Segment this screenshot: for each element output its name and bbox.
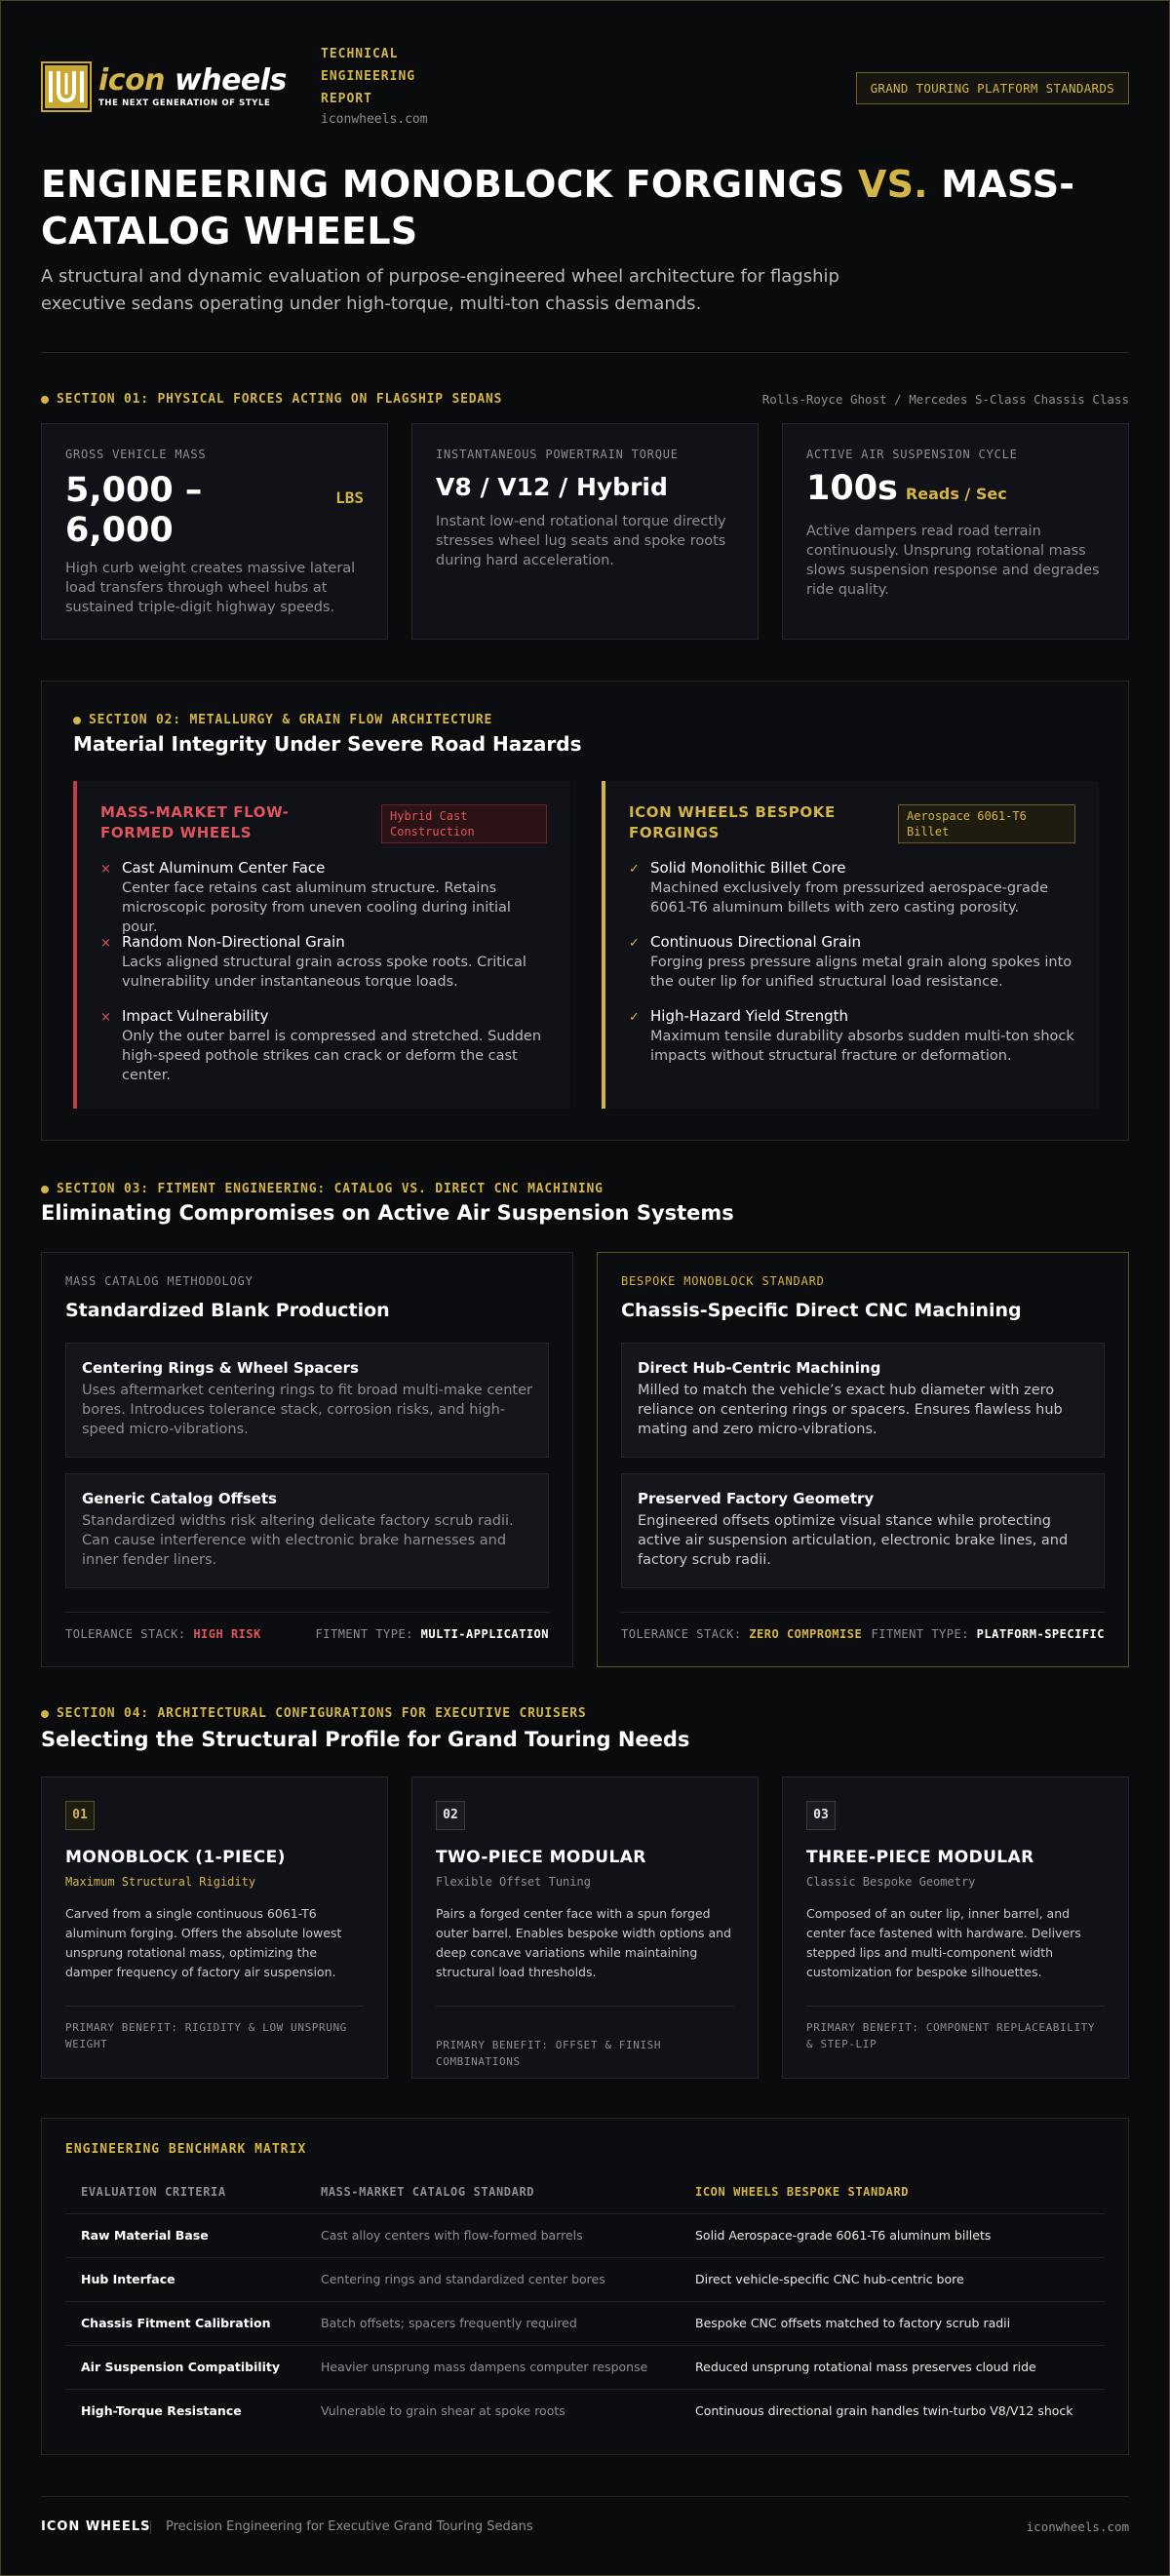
stat-card-torque — [411, 423, 759, 640]
catalog-cell: Centering rings and standardized center bores — [321, 2272, 605, 2286]
catalog-cell: Batch offsets; spacers frequently required — [321, 2316, 577, 2330]
config-number: 02 — [436, 1801, 465, 1830]
title-vs: VS. — [858, 163, 928, 206]
config-title: THREE-PIECE MODULAR — [806, 1848, 1034, 1867]
fitment-title: Standardized Blank Production — [65, 1300, 390, 1321]
item-desc: Center face retains cast aluminum structure. Retains microscopic porosity from uneven cooling during initial pour. — [122, 880, 511, 935]
config-desc: Carved from a single continuous 6061-T6 aluminum forging. Offers the absolute lowest unsprung rotational mass, optimizing the damper frequency of factory air suspension. — [65, 1906, 342, 1979]
detail-desc: Uses aftermarket centering rings to fit broad multi-make center bores. Introduces tolerance stack, corrosion risks, and high-speed micro-vibrations. — [82, 1383, 532, 1437]
divider — [65, 2006, 364, 2007]
construction-tag: Aerospace 6061-T6 Billet — [898, 804, 1075, 843]
item-desc: Lacks aligned structural grain across spoke roots. Critical vulnerability under instantaneous torque loads. — [122, 955, 526, 990]
title-part-1: ENGINEERING MONOBLOCK FORGINGS — [41, 163, 858, 206]
section-3-label: SECTION 03: FITMENT ENGINEERING: CATALOG VS. DIRECT CNC MACHINING — [41, 1182, 604, 1196]
bespoke-cell: Direct vehicle-specific CNC hub-centric bore — [695, 2272, 964, 2286]
stat-desc: Instant low-end rotational torque directly stresses wheel lug seats and spoke roots during hard acceleration. — [436, 514, 726, 568]
matrix-header: EVALUATION CRITERIA — [81, 2185, 226, 2199]
fitment-label: BESPOKE MONOBLOCK STANDARD — [621, 1274, 825, 1288]
stat-label: ACTIVE AIR SUSPENSION CYCLE — [806, 448, 1018, 461]
config-number: 03 — [806, 1801, 836, 1830]
logo-tagline: THE NEXT GENERATION OF STYLE — [98, 98, 271, 108]
section-2-label: SECTION 02: METALLURGY & GRAIN FLOW ARCHITECTURE — [73, 713, 492, 727]
column-title: ICON WHEELS BESPOKE FORGINGS — [629, 803, 836, 841]
detail-desc: Standardized widths risk altering delicate factory scrub radii. Can cause interference with electronic brake harnesses and inner fender liners. — [82, 1513, 514, 1568]
config-desc: Composed of an outer lip, inner barrel, and center face fastened with hardware. Delivers stepped lips and multi-component width customization for bespoke silhouettes. — [806, 1906, 1081, 1979]
wheel-logo-icon — [41, 61, 92, 112]
table-row — [65, 2213, 1105, 2257]
config-number: 01 — [65, 1801, 95, 1830]
config-card-two-piece[interactable] — [411, 1776, 759, 2079]
tolerance-stack: TOLERANCE STACK: ZERO COMPROMISE — [621, 1627, 863, 1641]
item-title: Continuous Directional Grain — [650, 933, 862, 951]
logo-word-wheels: wheels — [175, 62, 287, 98]
fitment-value: PLATFORM-SPECIFIC — [976, 1627, 1105, 1641]
criteria-cell: Air Suspension Compatibility — [81, 2360, 281, 2374]
section-1-label: SECTION 01: PHYSICAL FORCES ACTING ON FLAGSHIP SEDANS — [41, 392, 502, 407]
bespoke-column — [602, 781, 1099, 1109]
divider — [806, 2006, 1105, 2007]
criteria-cell: High-Torque Resistance — [81, 2403, 242, 2418]
list-item — [629, 859, 1075, 917]
matrix-header: ICON WHEELS BESPOKE STANDARD — [695, 2185, 910, 2199]
footer-brand[interactable]: ICON WHEELS — [41, 2519, 151, 2534]
report-heading — [321, 43, 438, 130]
stat-desc: Active dampers read road terrain continuously. Unsprung rotational mass slows suspension response and degrades ride quality. — [806, 524, 1100, 598]
detail-title: Preserved Factory Geometry — [638, 1490, 875, 1507]
criteria-cell: Hub Interface — [81, 2272, 176, 2286]
catalog-cell: Vulnerable to grain shear at spoke roots — [321, 2403, 566, 2418]
stat-label: GROSS VEHICLE MASS — [65, 448, 207, 461]
check-mark-icon: ✓ — [629, 1010, 640, 1025]
matrix-header: MASS-MARKET CATALOG STANDARD — [321, 2185, 535, 2199]
fitment-detail-box — [65, 1343, 549, 1458]
brand-wordmark — [98, 62, 287, 108]
fitment-type: FITMENT TYPE: PLATFORM-SPECIFIC — [871, 1627, 1105, 1641]
footer-tagline: Precision Engineering for Executive Grand Touring Sedans — [166, 2519, 533, 2534]
item-title: High-Hazard Yield Strength — [650, 1007, 848, 1025]
bullet-dot-icon — [73, 717, 81, 724]
stat-value: V8 / V12 / Hybrid — [436, 473, 668, 501]
stat-unit: Reads / Sec — [905, 485, 1007, 503]
catalog-fitment-card — [41, 1252, 573, 1667]
title-part-2: MASS-CATALOG WHEELS — [41, 163, 1075, 253]
bespoke-cell: Reduced unsprung rotational mass preserves cloud ride — [695, 2360, 1036, 2374]
config-subtitle: Maximum Structural Rigidity — [65, 1875, 256, 1889]
config-subtitle: Classic Bespoke Geometry — [806, 1875, 976, 1889]
list-item — [100, 1007, 547, 1085]
check-mark-icon: ✓ — [629, 936, 640, 951]
divider — [65, 1612, 549, 1613]
divider — [436, 2006, 734, 2007]
section-4-heading: Selecting the Structural Profile for Grand Touring Needs — [41, 1728, 690, 1751]
list-item — [629, 1007, 1075, 1066]
matrix-title: ENGINEERING BENCHMARK MATRIX — [65, 2142, 307, 2157]
config-card-monoblock[interactable] — [41, 1776, 388, 2079]
config-title: MONOBLOCK (1-PIECE) — [65, 1848, 286, 1867]
config-benefit: PRIMARY BENEFIT: RIGIDITY & LOW UNSPRUNG WEIGHT — [65, 2021, 347, 2050]
list-item — [100, 859, 547, 935]
criteria-cell: Raw Material Base — [81, 2228, 209, 2243]
catalog-cell: Heavier unsprung mass dampens computer response — [321, 2360, 648, 2374]
brand-logo[interactable] — [41, 61, 287, 112]
header — [41, 47, 1129, 135]
item-title: Cast Aluminum Center Face — [122, 859, 326, 877]
list-item — [100, 933, 547, 992]
metallurgy-panel — [41, 681, 1129, 1141]
item-title: Random Non-Directional Grain — [122, 933, 345, 951]
logo-word-icon: icon — [98, 62, 166, 98]
divider — [41, 352, 1129, 353]
fitment-type: FITMENT TYPE: MULTI-APPLICATION — [315, 1627, 549, 1641]
stat-label: INSTANTANEOUS POWERTRAIN TORQUE — [436, 448, 679, 461]
x-mark-icon: × — [100, 936, 111, 951]
report-url[interactable]: iconwheels.com — [321, 112, 428, 127]
footer-url[interactable]: iconwheels.com — [1026, 2519, 1129, 2534]
item-desc: Maximum tensile durability absorbs sudden multi-ton shock impacts without structural fracture or deformation. — [650, 1029, 1074, 1064]
bespoke-cell: Continuous directional grain handles twin-turbo V8/V12 shock — [695, 2403, 1073, 2418]
config-benefit: PRIMARY BENEFIT: OFFSET & FINISH COMBINATIONS — [436, 2039, 662, 2068]
bullet-dot-icon — [41, 1710, 49, 1718]
config-card-three-piece[interactable] — [782, 1776, 1129, 2079]
detail-desc: Milled to match the vehicle’s exact hub diameter with zero reliance on centering rings or spacers. Ensures flawless hub mating and zero micro-vibrations. — [638, 1383, 1063, 1437]
risk-badge: HIGH RISK — [193, 1627, 261, 1641]
item-desc: Forging press pressure aligns metal grain along spokes into the outer lip for unified structural load resistance. — [650, 955, 1072, 990]
list-item — [629, 933, 1075, 992]
bespoke-fitment-card — [597, 1252, 1129, 1667]
tolerance-stack: TOLERANCE STACK: HIGH RISK — [65, 1627, 261, 1641]
fitment-value: MULTI-APPLICATION — [420, 1627, 549, 1641]
stat-value: 5,000 – 6,000 — [65, 471, 203, 550]
column-title: MASS-MARKET FLOW-FORMED WHEELS — [100, 803, 290, 841]
config-subtitle: Flexible Offset Tuning — [436, 1875, 591, 1889]
detail-title: Direct Hub-Centric Machining — [638, 1359, 881, 1377]
bespoke-cell: Solid Aerospace-grade 6061-T6 aluminum billets — [695, 2228, 992, 2243]
criteria-cell: Chassis Fitment Calibration — [81, 2316, 271, 2330]
section-1-note: Rolls-Royce Ghost / Mercedes S-Class Chassis Class — [761, 392, 1129, 407]
check-mark-icon: ✓ — [629, 862, 640, 877]
footer-divider — [41, 2496, 1129, 2497]
construction-tag: Hybrid Cast Construction — [381, 804, 547, 843]
page-lede: A structural and dynamic evaluation of purpose-engineered wheel architecture for flagship executive sedans operating under high-torque, multi-ton chassis demands. — [41, 266, 839, 314]
bespoke-cell: Bespoke CNC offsets matched to factory scrub radii — [695, 2316, 1011, 2330]
detail-title: Centering Rings & Wheel Spacers — [82, 1359, 359, 1377]
table-row — [65, 2345, 1105, 2389]
tolerance-badge: ZERO COMPROMISE — [749, 1627, 863, 1641]
stat-desc: High curb weight creates massive lateral load transfers through wheel hubs at sustained triple-digit highway speeds. — [65, 561, 356, 615]
bullet-dot-icon — [41, 1186, 49, 1193]
item-desc: Only the outer barrel is compressed and stretched. Sudden high-speed pothole strikes can crack or deform the cast center. — [122, 1029, 542, 1083]
report-title: TECHNICAL ENGINEERING REPORT — [321, 47, 416, 106]
detail-title: Generic Catalog Offsets — [82, 1490, 277, 1507]
section-4-label: SECTION 04: ARCHITECTURAL CONFIGURATIONS FOR EXECUTIVE CRUISERS — [41, 1706, 586, 1721]
x-mark-icon: × — [100, 862, 111, 877]
config-benefit: PRIMARY BENEFIT: COMPONENT REPLACEABILITY & STEP-LIP — [806, 2021, 1096, 2050]
stat-card-suspension — [782, 423, 1129, 640]
table-row — [65, 2257, 1105, 2301]
config-desc: Pairs a forged center face with a spun forged outer barrel. Enables bespoke width options and deep concave variations while maintaining structural load thresholds. — [436, 1906, 731, 1979]
bullet-dot-icon — [41, 396, 49, 404]
config-title: TWO-PIECE MODULAR — [436, 1848, 646, 1867]
fitment-detail-box — [621, 1343, 1105, 1458]
footer-separator — [150, 2520, 151, 2534]
section-2-heading: Material Integrity Under Severe Road Hazards — [73, 732, 582, 756]
stat-value-row — [806, 469, 1105, 508]
stat-value: 100s — [806, 469, 898, 508]
item-desc: Machined exclusively from pressurized aerospace-grade 6061-T6 aluminum billets with zero casting porosity. — [650, 880, 1049, 916]
catalog-cell: Cast alloy centers with flow-formed barrels — [321, 2228, 583, 2243]
fitment-label: MASS CATALOG METHODOLOGY — [65, 1274, 254, 1288]
benchmark-matrix — [41, 2118, 1129, 2455]
fitment-detail-box — [65, 1473, 549, 1588]
divider — [621, 1612, 1105, 1613]
detail-desc: Engineered offsets optimize visual stance while protecting active air suspension articulation, electronic brake lines, and factory scrub radii. — [638, 1513, 1069, 1568]
stat-unit: LBS — [335, 488, 364, 507]
stat-card-mass — [41, 423, 388, 640]
item-title: Solid Monolithic Billet Core — [650, 859, 846, 877]
platform-standards-button[interactable]: GRAND TOURING PLATFORM STANDARDS — [856, 72, 1129, 104]
table-row — [65, 2389, 1105, 2433]
fitment-detail-box — [621, 1473, 1105, 1588]
section-3-heading: Eliminating Compromises on Active Air Suspension Systems — [41, 1201, 734, 1225]
item-title: Impact Vulnerability — [122, 1007, 269, 1025]
mass-market-column — [73, 781, 570, 1109]
table-row — [65, 2301, 1105, 2345]
x-mark-icon: × — [100, 1010, 111, 1025]
page-title — [41, 161, 1129, 254]
fitment-title: Chassis-Specific Direct CNC Machining — [621, 1300, 1022, 1321]
